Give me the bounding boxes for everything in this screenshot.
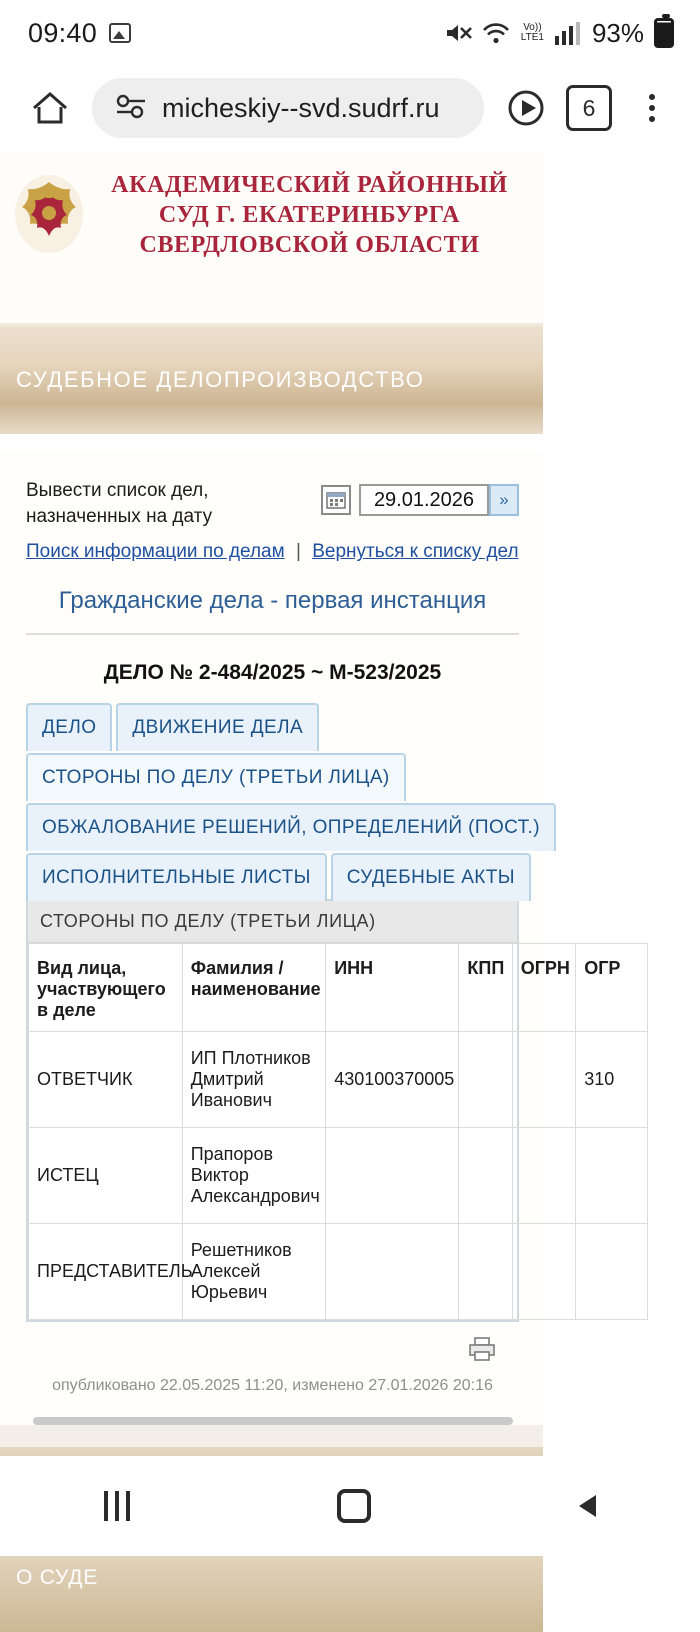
cell-party-ogrnip: 310 (576, 1032, 648, 1128)
more-vertical-icon[interactable] (626, 94, 678, 122)
main-content (0, 452, 621, 1425)
search-cases-link[interactable]: Поиск информации по делам (26, 541, 285, 563)
battery-icon (654, 18, 674, 48)
case-number: ДЕЛО № 2-484/2025 ~ М-523/2025 (103, 661, 442, 685)
cell-party-ogrn (512, 1032, 576, 1128)
col-header-type: Вид лица, участвующего в деле (29, 944, 183, 1032)
col-header-inn: ИНН (326, 944, 459, 1032)
print-row (26, 1322, 519, 1373)
footer-item-about-court[interactable]: О СУДЕ (0, 1546, 543, 1632)
links-row (26, 541, 519, 563)
col-header-ogrnip: ОГР (576, 944, 648, 1032)
cell-party-kpp (459, 1224, 512, 1320)
tab-appeals[interactable]: ОБЖАЛОВАНИЕ РЕШЕНИЙ, ОПРЕДЕЛЕНИЙ (ПОСТ.) (26, 803, 556, 851)
tab-row-4 (26, 853, 519, 901)
cell-party-inn (326, 1128, 459, 1224)
tab-count: 6 (582, 94, 596, 121)
status-bar (0, 0, 700, 66)
cell-party-name: Прапоров Виктор Александрович (182, 1128, 325, 1224)
table-header-row (29, 944, 648, 1032)
cell-party-ogrn (512, 1128, 576, 1224)
cell-party-name: Решетников Алексей Юрьевич (182, 1224, 325, 1320)
image-icon (109, 23, 131, 43)
col-header-kpp: КПП (459, 944, 512, 1032)
section-banner-label: СУДЕБНОЕ ДЕЛОПРОИЗВОДСТВО (16, 367, 425, 392)
spacer (0, 434, 543, 452)
date-filter-widget (321, 484, 519, 516)
cell-party-ogrnip (576, 1128, 648, 1224)
home-square-icon[interactable] (337, 1489, 371, 1523)
volte-label: Vo)) (523, 22, 542, 33)
calendar-icon[interactable] (321, 485, 351, 515)
footer-spacer (0, 1425, 543, 1447)
back-arrow-icon[interactable] (579, 1495, 596, 1517)
tab-writs[interactable]: ИСПОЛНИТЕЛЬНЫЕ ЛИСТЫ (26, 853, 327, 901)
cell-party-kpp (459, 1032, 512, 1128)
site-header (0, 150, 543, 326)
android-nav-bar (0, 1456, 700, 1556)
parties-panel-header: СТОРОНЫ ПО ДЕЛУ (ТРЕТЬИ ЛИЦА) (28, 901, 517, 943)
case-tabs (26, 703, 621, 1322)
signal-bars-icon (554, 20, 580, 46)
battery-percent: 93% (591, 17, 644, 48)
tab-judicial-acts[interactable]: СУДЕБНЫЕ АКТЫ (331, 853, 531, 901)
date-filter-label: Вывести список дел, назначенных на дату (26, 480, 213, 527)
url-bar[interactable] (92, 78, 484, 138)
tab-row-2 (26, 753, 519, 801)
cell-party-inn: 430100370005 (326, 1032, 459, 1128)
parties-table (28, 943, 648, 1320)
page-title: АКАДЕМИЧЕСКИЙ РАЙОННЫЙ СУД Г. ЕКАТЕРИНБУРГА СВЕРДЛОВСКОЙ ОБЛАСТИ (111, 172, 508, 259)
table-row (29, 1224, 648, 1320)
network-label: LTE1 (520, 32, 544, 43)
tab-parties[interactable]: СТОРОНЫ ПО ДЕЛУ (ТРЕТЬИ ЛИЦА) (26, 753, 406, 801)
cell-party-name: ИП Плотников Дмитрий Иванович (182, 1032, 325, 1128)
link-separator: | (295, 541, 301, 563)
table-row (29, 1128, 648, 1224)
site-settings-icon[interactable] (114, 93, 148, 124)
cell-party-ogrn (512, 1224, 576, 1320)
printer-icon[interactable] (467, 1336, 497, 1367)
tab-case-progress[interactable]: ДВИЖЕНИЕ ДЕЛА (116, 703, 319, 751)
cell-party-type: ПРЕДСТАВИТЕЛЬ (29, 1224, 183, 1320)
url-text[interactable]: micheskiy--svd.sudrf.ru (162, 92, 440, 123)
court-site (0, 150, 621, 1632)
publication-note: опубликовано 22.05.2025 11:20, изменено 27.01.2026 20:16 (52, 1377, 493, 1395)
cell-party-ogrnip (576, 1224, 648, 1320)
tab-case[interactable]: ДЕЛО (26, 703, 112, 751)
cell-party-type: ОТВЕТЧИК (29, 1032, 183, 1128)
volte-indicator (521, 23, 544, 43)
horizontal-scrollbar[interactable] (33, 1417, 513, 1425)
status-bar-right (445, 18, 674, 49)
section-banner[interactable] (0, 326, 543, 434)
parties-panel (26, 899, 621, 1322)
cell-party-type: ИСТЕЦ (29, 1128, 183, 1224)
home-icon[interactable] (22, 89, 78, 127)
recents-icon[interactable] (104, 1491, 130, 1521)
volume-mute-icon (445, 21, 471, 45)
cell-party-kpp (459, 1128, 512, 1224)
tab-counter-button[interactable] (566, 85, 612, 131)
col-header-ogrn: ОГРН (512, 944, 576, 1032)
date-submit-button[interactable]: » (489, 484, 519, 516)
russian-coat-of-arms-icon (6, 170, 92, 256)
cell-party-inn (326, 1224, 459, 1320)
tab-row-1 (26, 703, 519, 751)
wifi-icon (481, 21, 511, 45)
browser-toolbar (0, 66, 700, 150)
instance-title: Гражданские дела - первая инстанция (26, 587, 519, 635)
play-circle-icon[interactable] (498, 86, 554, 130)
date-input[interactable] (359, 484, 489, 516)
tab-row-3 (26, 803, 540, 851)
table-row (29, 1032, 648, 1128)
date-filter-row (26, 478, 519, 529)
back-to-list-link[interactable]: Вернуться к списку дел (312, 541, 519, 563)
status-bar-left (28, 18, 131, 49)
col-header-name: Фамилия / наименование (182, 944, 325, 1032)
web-page-viewport[interactable] (0, 150, 700, 1589)
status-clock: 09:40 (28, 17, 98, 48)
